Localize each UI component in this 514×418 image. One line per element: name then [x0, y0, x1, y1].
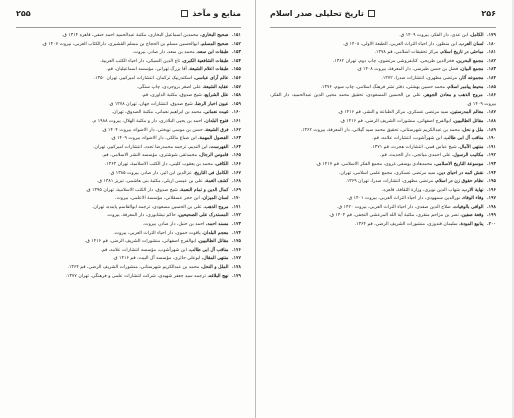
entry-title: فرق الشیعة،	[204, 127, 229, 133]
bibliography-entry	[16, 135, 241, 144]
entry-number: ۱۶۳.	[231, 136, 241, 142]
entry-number: ۱۹۷.	[486, 196, 496, 202]
entry-details: مرکز تحقیقات اسلامی، قم ۱۳۷۸.	[374, 50, 439, 56]
entry-number: ۲۰۰.	[486, 222, 496, 228]
entry-title: منتهی المقال،	[201, 256, 229, 262]
entry-title: الکامل فی التاریخ،	[193, 170, 229, 176]
entry-title: الفهرست،	[209, 144, 229, 150]
entry-number: ۱۹۵.	[486, 179, 496, 185]
entry-title: مجمع البحرین،	[455, 58, 484, 64]
entry-details: محمدتقی شوشتری، مؤسسه النشر الاسلامی، قم.	[101, 153, 198, 159]
bibliography-entry	[270, 118, 496, 127]
bibliography-entry	[16, 58, 241, 67]
entry-number: ۱۷۹.	[486, 33, 496, 38]
bibliography-entry	[16, 41, 241, 50]
entry-number: ۱۹۰.	[486, 136, 496, 142]
entry-title: مباحثی در تاریخ اسلام،	[439, 50, 484, 56]
entry-details: احمد بن یحیی البلاذری، دار و مکتبة الهلال، بیروت ۱۹۸۸ م.	[91, 118, 203, 124]
entry-title: نظام حقوق زن در اسلام،	[434, 179, 484, 185]
bibliography-entry	[16, 264, 241, 273]
entry-title: مروج الذهب و معادن الجوهر،	[422, 93, 483, 99]
entry-title: الفصول المهمة،	[198, 136, 229, 142]
bibliography-entry	[16, 221, 241, 230]
entry-title: الکامل،	[469, 33, 484, 38]
entry-number: ۱۸۶.	[486, 93, 496, 99]
entry-number: ۱۸۴.	[486, 75, 496, 81]
entry-details: ابن شهرآشوب، انتشارات علامه، قم.	[372, 136, 442, 142]
bibliography-entry	[270, 66, 496, 75]
left-bibliography-list	[16, 32, 241, 281]
bibliography-entry	[270, 49, 496, 58]
entry-number: ۱۶۶.	[231, 161, 241, 167]
bibliography-entry	[270, 195, 496, 204]
bibliography-entry	[16, 230, 241, 239]
right-page-number: ۲۵۶	[481, 9, 496, 18]
entry-details: ابن شهرآشوب، مؤسسه انتشارات علامه، قم.	[100, 247, 187, 253]
entry-title: نهایة الارب،	[461, 187, 484, 193]
entry-number: ۱۶۸.	[231, 179, 241, 185]
entry-details: حاکم نیشابوری، دار المعرفة، بیروت.	[106, 213, 176, 219]
bibliography-entry	[16, 75, 241, 84]
entry-title: مجمع البیان،	[459, 67, 484, 73]
entry-details: سید مرتضی عسکری، مرکز الطباعة و النشر، قم ۱۴۱۶ ق.	[337, 110, 449, 116]
bibliography-entry	[270, 178, 496, 187]
entry-number: ۱۶۹.	[231, 187, 241, 193]
bibliography-entry	[16, 178, 241, 187]
bibliography-entry	[16, 49, 241, 58]
entry-number: ۱۸۸.	[486, 118, 496, 124]
entry-details: علی بن الحسین مسعودی، ترجمه ابوالقاسم پاینده، تهران.	[92, 204, 202, 210]
bibliography-entry	[16, 238, 241, 247]
bibliography-entry	[16, 92, 241, 101]
entry-title: الملل و النحل،	[200, 265, 229, 271]
entry-details: نصر بن مزاحم منقری، مکتبة آیة الله المرعشی النجفی، قم ۱۴۰۴ ق.	[328, 213, 459, 219]
entry-number: ۱۹۲.	[486, 153, 496, 159]
bibliography-entry	[16, 144, 241, 153]
entry-title: الوافی بالوفیات،	[452, 204, 484, 210]
entry-number: ۱۹۸.	[486, 204, 496, 210]
bibliography-entry	[270, 92, 496, 109]
bibliography-entry	[270, 152, 496, 161]
left-running-head	[181, 9, 241, 18]
square-ornament-icon	[181, 10, 188, 17]
entry-number: ۱۵۴.	[231, 58, 241, 64]
bibliography-entry	[16, 187, 241, 196]
entry-title: الکافی،	[214, 161, 229, 167]
bibliography-entry	[270, 161, 496, 170]
entry-number: ۱۹۴.	[486, 170, 496, 176]
entry-number: ۱۷۶.	[231, 247, 241, 253]
entry-title: قاموس الرجال،	[198, 153, 229, 159]
entry-details: عزالدین ابن اثیر، دار صادر، بیروت ۱۳۸۵ ق.	[109, 170, 192, 176]
entry-title: مکاتیب الرسول،	[452, 153, 484, 159]
entry-title: کمال الدین و تمام النعمة،	[179, 187, 229, 193]
bibliography-entry	[270, 212, 496, 221]
entry-number: ۱۵۸.	[231, 93, 241, 99]
entry-title: طبقات اعلام الشیعة،	[188, 67, 229, 73]
entry-title: فتوح البلدان،	[203, 118, 229, 124]
entry-details: محمد بن عبدالکریم شهرستانی، تحقیق محمد سید گیلانی، دار المعرفة، بیروت ۱۳۶۲.	[300, 127, 460, 133]
entry-details: سید مرتضی عسکری، مجمع علمی اسلامی، تهران.	[339, 170, 436, 176]
entry-number: ۱۸۷.	[486, 110, 496, 116]
bibliography-entry	[16, 195, 241, 204]
entry-title: غیبت نعمانی،	[203, 110, 229, 116]
entry-number: ۱۶۷.	[231, 170, 241, 176]
bibliography-entry	[16, 152, 241, 161]
entry-number: ۱۶۰.	[231, 110, 241, 116]
entry-details: شیخ صدوق، مکتبة الداوری، قم.	[141, 93, 202, 99]
entry-title: منتهی الآمال،	[458, 144, 484, 150]
entry-number: ۱۶۴.	[231, 144, 241, 150]
entry-number: ۱۶۲.	[231, 127, 241, 133]
bibliography-entry	[270, 144, 496, 153]
entry-title: معجم البلدان،	[202, 230, 229, 236]
entry-title: مقاتل الطالبیین،	[452, 118, 484, 124]
entry-number: ۱۵۳.	[231, 50, 241, 56]
entry-number: ۱۷۴.	[231, 230, 241, 236]
bibliography-entry	[16, 161, 241, 170]
bibliography-entry	[270, 170, 496, 179]
entry-details: فضل بن حسن طبرسی، دار المعرفة، بیروت ۱۴۰۸ ق.	[356, 67, 459, 73]
entry-number: ۱۵۲.	[231, 41, 241, 47]
entry-details: علی اصغر بروجردی، چاپ سنگی.	[136, 84, 201, 90]
bibliography-entry	[16, 273, 241, 282]
entry-number: ۱۷۲.	[231, 213, 241, 219]
entry-number: ۱۷۹.	[231, 273, 241, 279]
right-running-head	[270, 9, 375, 18]
left-page	[0, 0, 256, 418]
entry-details: فخرالدین طریحی، کتابفروشی مرتضوی، چاپ دوم، تهران ۱۳۶۲.	[332, 58, 455, 64]
entry-details: سلیمان قندوزی، منشورات الشریف الرضی، قم ۱۳۶۴.	[354, 222, 458, 228]
entry-number: ۱۸۱.	[486, 50, 496, 56]
bibliography-entry	[270, 41, 496, 50]
entry-details: ابن عدی، دار الفکر، بیروت ۱۴۰۹ ق.	[399, 33, 468, 38]
entry-details: اسکندربیک ترکمان، انتشارات امیرکبیر، تهران ۱۳۵۰.	[93, 75, 193, 81]
right-page-header	[270, 0, 496, 28]
entry-number: ۱۵۹.	[231, 101, 241, 107]
entry-number: ۱۷۱.	[231, 204, 241, 210]
entry-details: احمد بن حنبل، دار صادر، بیروت.	[142, 222, 205, 228]
left-page-header	[16, 0, 241, 28]
entry-number: ۱۹۶.	[486, 187, 496, 193]
right-bibliography-list	[270, 32, 496, 230]
entry-details: علی احمدی میانجی، دار الحدیث، قم.	[380, 153, 451, 159]
bibliography-entry	[16, 32, 241, 41]
square-ornament-icon	[368, 10, 375, 17]
entry-number: ۱۵۵.	[231, 67, 241, 73]
entry-details: آقا بزرگ تهرانی، مؤسسه اسماعیلیان، قم.	[106, 67, 187, 73]
entry-title: نقش ائمه در احیای دین،	[436, 170, 484, 176]
entry-number: ۱۷۳.	[231, 222, 241, 228]
entry-details: علی بن الحسین المسعودی، تحقیق محمد محیی الدین عبدالحمید، دار الفکر، بیروت ۱۴۰۹ ق.	[270, 93, 496, 107]
entry-details: یاقوت حموی، دار احیاء التراث العربی، بیروت.	[113, 230, 201, 236]
left-running-head-text: منابع و مآخذ	[192, 9, 241, 18]
entry-details: ابن منظور، دار احیاء التراث العربی، الطبعة الاولی، ۱۴۰۸ ق.	[342, 41, 457, 47]
entry-details: ابوالفرج اصفهانی، منشورات الشریف الرضی، قم ۱۴۱۶ ق.	[84, 239, 197, 245]
entry-title: عالم آرای عباسی،	[193, 75, 229, 81]
bibliography-entry	[16, 118, 241, 127]
entry-title: مسند احمد،	[205, 222, 229, 228]
bibliography-entry	[16, 170, 241, 179]
entry-details: شیخ صدوق، انتشارات جهان، تهران ۱۳۷۸ ق.	[108, 101, 193, 107]
bibliography-entry	[270, 204, 496, 213]
entry-details: محمد بن ابراهیم نعمانی، مکتبة الصدوق، تهران.	[111, 110, 202, 116]
entry-number: ۱۵۶.	[231, 75, 241, 81]
entry-number: ۱۵۷.	[231, 84, 241, 90]
entry-number: ۱۸۲.	[486, 58, 496, 64]
entry-title: کشف الغمة،	[204, 179, 229, 185]
entry-title: موسوعة التاریخ الاسلامی،	[433, 161, 484, 167]
bibliography-entry	[270, 127, 496, 136]
entry-details: تاج الدین السبکی، دار احیاء الکتب العربیة.	[100, 58, 181, 64]
entry-details: محمدهادی یوسفی غروی، مجمع الفکر الاسلامی، قم ۱۴۱۷ ق.	[315, 161, 433, 167]
bibliography-entry	[16, 247, 241, 256]
entry-details: محمد بن عبدالکریم شهرستانی، منشورات الشریف الرضی، قم ۱۳۶۴.	[67, 265, 200, 271]
bibliography-entry	[270, 84, 496, 93]
entry-details: حسن بن موسی نوبختی، دار الاضواء، بیروت ۱۴۰۴ ق.	[101, 127, 203, 133]
entry-title: معالم المدرستین،	[449, 110, 484, 116]
entry-title: علل الشرایع،	[203, 93, 229, 99]
bibliography-entry	[16, 101, 241, 110]
entry-number: ۱۹۹.	[486, 213, 496, 219]
entry-details: مرتضی مطهری، انتشارات صدرا، تهران ۱۳۶۹.	[345, 179, 434, 185]
entry-title: وقعة صفین،	[460, 213, 484, 219]
entry-title: مناقب آل ابی طالب،	[188, 247, 229, 253]
entry-details: محمد بن یعقوب کلینی، دار الکتب الاسلامیة، تهران ۱۳۶۳.	[104, 161, 213, 167]
entry-details: نورالدین سمهودی، دار احیاء التراث العربی، بیروت ۱۴۰۱ ق.	[347, 196, 461, 202]
entry-number: ۱۹۳.	[486, 161, 496, 167]
bibliography-entry	[16, 127, 241, 136]
entry-details: ابوعلی حائری، مؤسسه آل البیت، قم ۱۴۱۶ ق.	[112, 256, 201, 262]
entry-details: شهاب الدین نویری، وزارة الثقافة، قاهره.	[381, 187, 460, 193]
entry-details: ترجمه سید جعفر شهیدی، شرکت انتشارات علمی و فرهنگی، تهران ۱۳۷۷.	[65, 273, 206, 279]
entry-title: لسان العرب،	[458, 41, 484, 47]
entry-number: ۱۷۸.	[231, 265, 241, 271]
entry-details: شیخ عباس قمی، انتشارات هجرت، قم ۱۳۷۱.	[370, 144, 457, 150]
bibliography-entry	[16, 66, 241, 75]
bibliography-entry	[16, 255, 241, 264]
bibliography-entry	[270, 58, 496, 67]
entry-details: محمد حسین بهشتی، دفتر نشر فرهنگ اسلامی، چاپ سوم، ۱۳۷۶.	[320, 84, 446, 90]
entry-details: ابن حجر عسقلانی، مؤسسة الاعلمی، بیروت.	[115, 196, 200, 202]
entry-details: محمدبن اسماعیل البخاری، مکتبة عبدالحمید احمد حنفی، قاهره ۱۳۱۴ ق.	[61, 33, 199, 38]
entry-number: ۱۵۱.	[231, 33, 241, 38]
right-page	[256, 0, 512, 418]
left-page-number: ۲۵۵	[16, 9, 31, 18]
entry-details: صلاح الدین صفدی، دار احیاء التراث العربی، بیروت ۱۴۲۰ ق.	[337, 204, 451, 210]
entry-number: ۱۸۵.	[486, 84, 496, 90]
entry-details: ابوالفرج اصفهانی، منشورات الشریف الرضی، قم ۱۴۱۶ ق.	[339, 118, 452, 124]
bibliography-entry	[270, 187, 496, 196]
entry-details: مرتضی مطهری، انتشارات صدرا، ۱۳۷۲.	[381, 75, 458, 81]
entry-title: وفاء الوفاء،	[461, 196, 484, 202]
entry-title: عقاید الشیعة،	[202, 84, 229, 90]
entry-title: ملل و نحل،	[461, 127, 484, 133]
entry-details: علی بن عیسی اربلی، مکتبة بنی هاشمی، تبریز ۱۳۸۱ ق.	[96, 179, 203, 185]
entry-title: صحیح البخاری،	[199, 33, 229, 38]
entry-title: ینابیع المودة،	[459, 222, 484, 228]
entry-title: نهج البلاغه،	[207, 273, 229, 279]
entry-number: ۱۷۷.	[231, 256, 241, 262]
entry-title: المستدرک علی الصحیحین،	[177, 213, 229, 219]
bibliography-entry	[16, 109, 241, 118]
bibliography-entry	[270, 135, 496, 144]
entry-details: ابن صباغ مالکی، دار الاضواء، بیروت ۱۴۰۹ ق.	[110, 136, 197, 142]
entry-title: طبقات الشافعیة الکبری،	[181, 58, 229, 64]
entry-number: ۱۷۰.	[231, 196, 241, 202]
entry-title: لسان المیزان،	[201, 196, 229, 202]
entry-title: صحیح المسلم،	[200, 41, 229, 47]
bibliography-entry	[270, 109, 496, 118]
entry-title: طبقات ابن سعد،	[196, 50, 229, 56]
entry-title: مجموعه آثار،	[458, 75, 484, 81]
entry-number: ۱۶۱.	[231, 118, 241, 124]
bibliography-entry	[270, 75, 496, 84]
bibliography-entry	[270, 32, 496, 41]
entry-title: مناقب آل ابی طالب،	[443, 136, 484, 142]
entry-title: مروج الذهب،	[203, 204, 229, 210]
entry-details: ابن الندیم، ترجمه محمدرضا تجدد، انتشارات امیرکبیر، تهران.	[93, 144, 208, 150]
entry-details: ابوالحسین مسلم بن الحجاج بن مسلم القشیری، دارالکتاب العربی، بیروت ۱۴۰۷ ق.	[41, 41, 199, 47]
entry-title: عیون اخبار الرضا،	[194, 101, 229, 107]
entry-details: محمد بن سعد، دار صادر، بیروت.	[132, 50, 195, 56]
entry-title: محیط پیامبر اسلام،	[446, 84, 484, 90]
entry-title: مقاتل الطالبیین،	[197, 239, 229, 245]
entry-details: شیخ صدوق، دار الکتب الاسلامیة، تهران ۱۳۹۵ ق.	[85, 187, 178, 193]
entry-number: ۱۹۱.	[486, 144, 496, 150]
bibliography-entry	[270, 221, 496, 230]
entry-number: ۱۷۵.	[231, 239, 241, 245]
bibliography-entry	[16, 204, 241, 213]
entry-number: ۱۸۳.	[486, 67, 496, 73]
entry-number: ۱۸۹.	[486, 127, 496, 133]
entry-number: ۱۶۵.	[231, 153, 241, 159]
bibliography-entry	[16, 212, 241, 221]
entry-number: ۱۸۰.	[486, 41, 496, 47]
right-running-head-text: تاریخ تحلیلی صدر اسلام	[270, 9, 364, 18]
bibliography-entry	[16, 84, 241, 93]
